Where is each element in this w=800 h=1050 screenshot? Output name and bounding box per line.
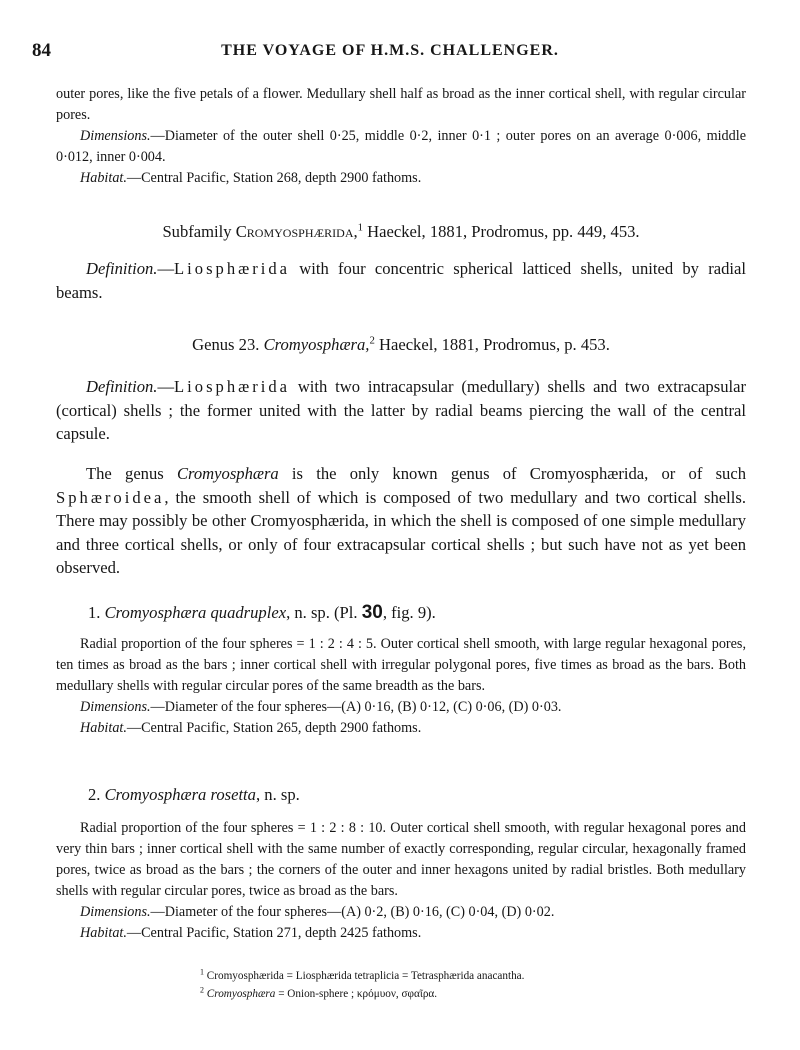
genus-heading: Genus 23. Cromyosphæra,$^2$ Haeckel, 1881, Prodromus, p. 453. <box>192 334 610 354</box>
subfamily-definition: Definition.—Liosphærida with four concentric spherical latticed shells, united by radial beams. <box>56 259 746 302</box>
continuation-text: outer pores, like the five petals of a flower. Medullary shell half as broad as the inner cortical shell, with regular circular pores. <box>56 86 746 123</box>
plate-number: 30 <box>361 602 383 623</box>
continuation-habitat: Habitat.—Central Pacific, Station 268, depth 2900 fathoms. <box>80 170 422 186</box>
footnote-ref-2: 2 <box>369 334 375 347</box>
continuation-paragraph <box>56 84 746 189</box>
page-header <box>32 40 748 64</box>
genus-remark: The genus Cromyosphæra is the only known genus of Cromyosphærida, or of such Sphæroidea, the smooth shell of which is composed of two medullary and two cortical shells. There may possibly be other Cromyosphærida, in which the shell is composed of one simple medullary and three cortical shells, or only of four extracapsular cortical shells ; but such have not as yet been observed. <box>56 464 746 577</box>
continuation-dimensions: Dimensions.—Diameter of the outer shell 0·25, middle 0·2, inner 0·1 ; outer pores on an average 0·006, middle 0·012, inner 0·004. <box>56 128 746 165</box>
species-1-heading: 1. Cromyosphæra quadruplex, n. sp. (Pl. 30, fig. 9). <box>88 602 436 623</box>
species-2-description: Radial proportion of the four spheres = 1 : 2 : 8 : 10. Outer cortical shell smooth, with regular hexagonal pores and very thin bars ; inner cortical shell with the same number of exactly corresponding, regular circular, hexagonally framed pores, twice as broad as the bars ; the corners of the outer and inner hexagons united by radial bristles. Both medullary shells with regular circular pores, twice as broad as the bars. <box>56 820 746 899</box>
species-1-name: Cromyosphæra quadruplex <box>104 603 287 622</box>
species-1-body <box>56 634 746 739</box>
species-2-heading: 2. Cromyosphæra rosetta, n. sp. <box>88 785 300 804</box>
species-2-habitat: Habitat.—Central Pacific, Station 271, depth 2425 fathoms. <box>80 925 422 941</box>
genus-definition: Definition.—Liosphærida with two intracapsular (medullary) shells and two extracapsular (cortical) shells ; the former united with the latter by radial beams piercing the wall of the central capsule. <box>56 377 746 443</box>
genus-name: Cromyosphæra, <box>263 335 370 354</box>
species-2-body <box>56 818 746 944</box>
species-1-description: Radial proportion of the four spheres = 1 : 2 : 4 : 5. Outer cortical shell smooth, with large regular hexagonal pores, ten times as broad as the bars ; inner cortical shell with irregular polygonal pores, five times as broad as the bars. Both medullary shells with regular circular pores of the same breadth as the bars. <box>56 636 746 694</box>
running-title: THE VOYAGE OF H.M.S. CHALLENGER. <box>221 42 559 59</box>
species-2-name: Cromyosphæra rosetta <box>104 785 256 804</box>
footnotes <box>200 967 720 1003</box>
subfamily-name: Cromyosphærida, <box>235 222 358 241</box>
footnote-ref-1: 1 <box>357 221 364 234</box>
footnote-2: $^2$ Cromyosphæra = Onion-sphere ; κρόμυον, σφαῖρα. <box>200 985 438 1000</box>
species-1-habitat: Habitat.—Central Pacific, Station 265, depth 2900 fathoms. <box>80 720 422 736</box>
page-number: 84 <box>32 40 51 61</box>
subfamily-heading: Subfamily Cromyosphærida,$^1$ Haeckel, 1881, Prodromus, pp. 449, 453. <box>162 221 640 241</box>
footnote-1: $^1$ Cromyosphærida = Liosphærida tetraplicia = Tetrasphærida anacantha. <box>200 967 525 982</box>
species-2-dimensions: Dimensions.—Diameter of the four spheres—(A) 0·2, (B) 0·16, (C) 0·04, (D) 0·02. <box>80 904 555 920</box>
species-1-dimensions: Dimensions.—Diameter of the four spheres—(A) 0·16, (B) 0·12, (C) 0·06, (D) 0·03. <box>80 699 562 715</box>
